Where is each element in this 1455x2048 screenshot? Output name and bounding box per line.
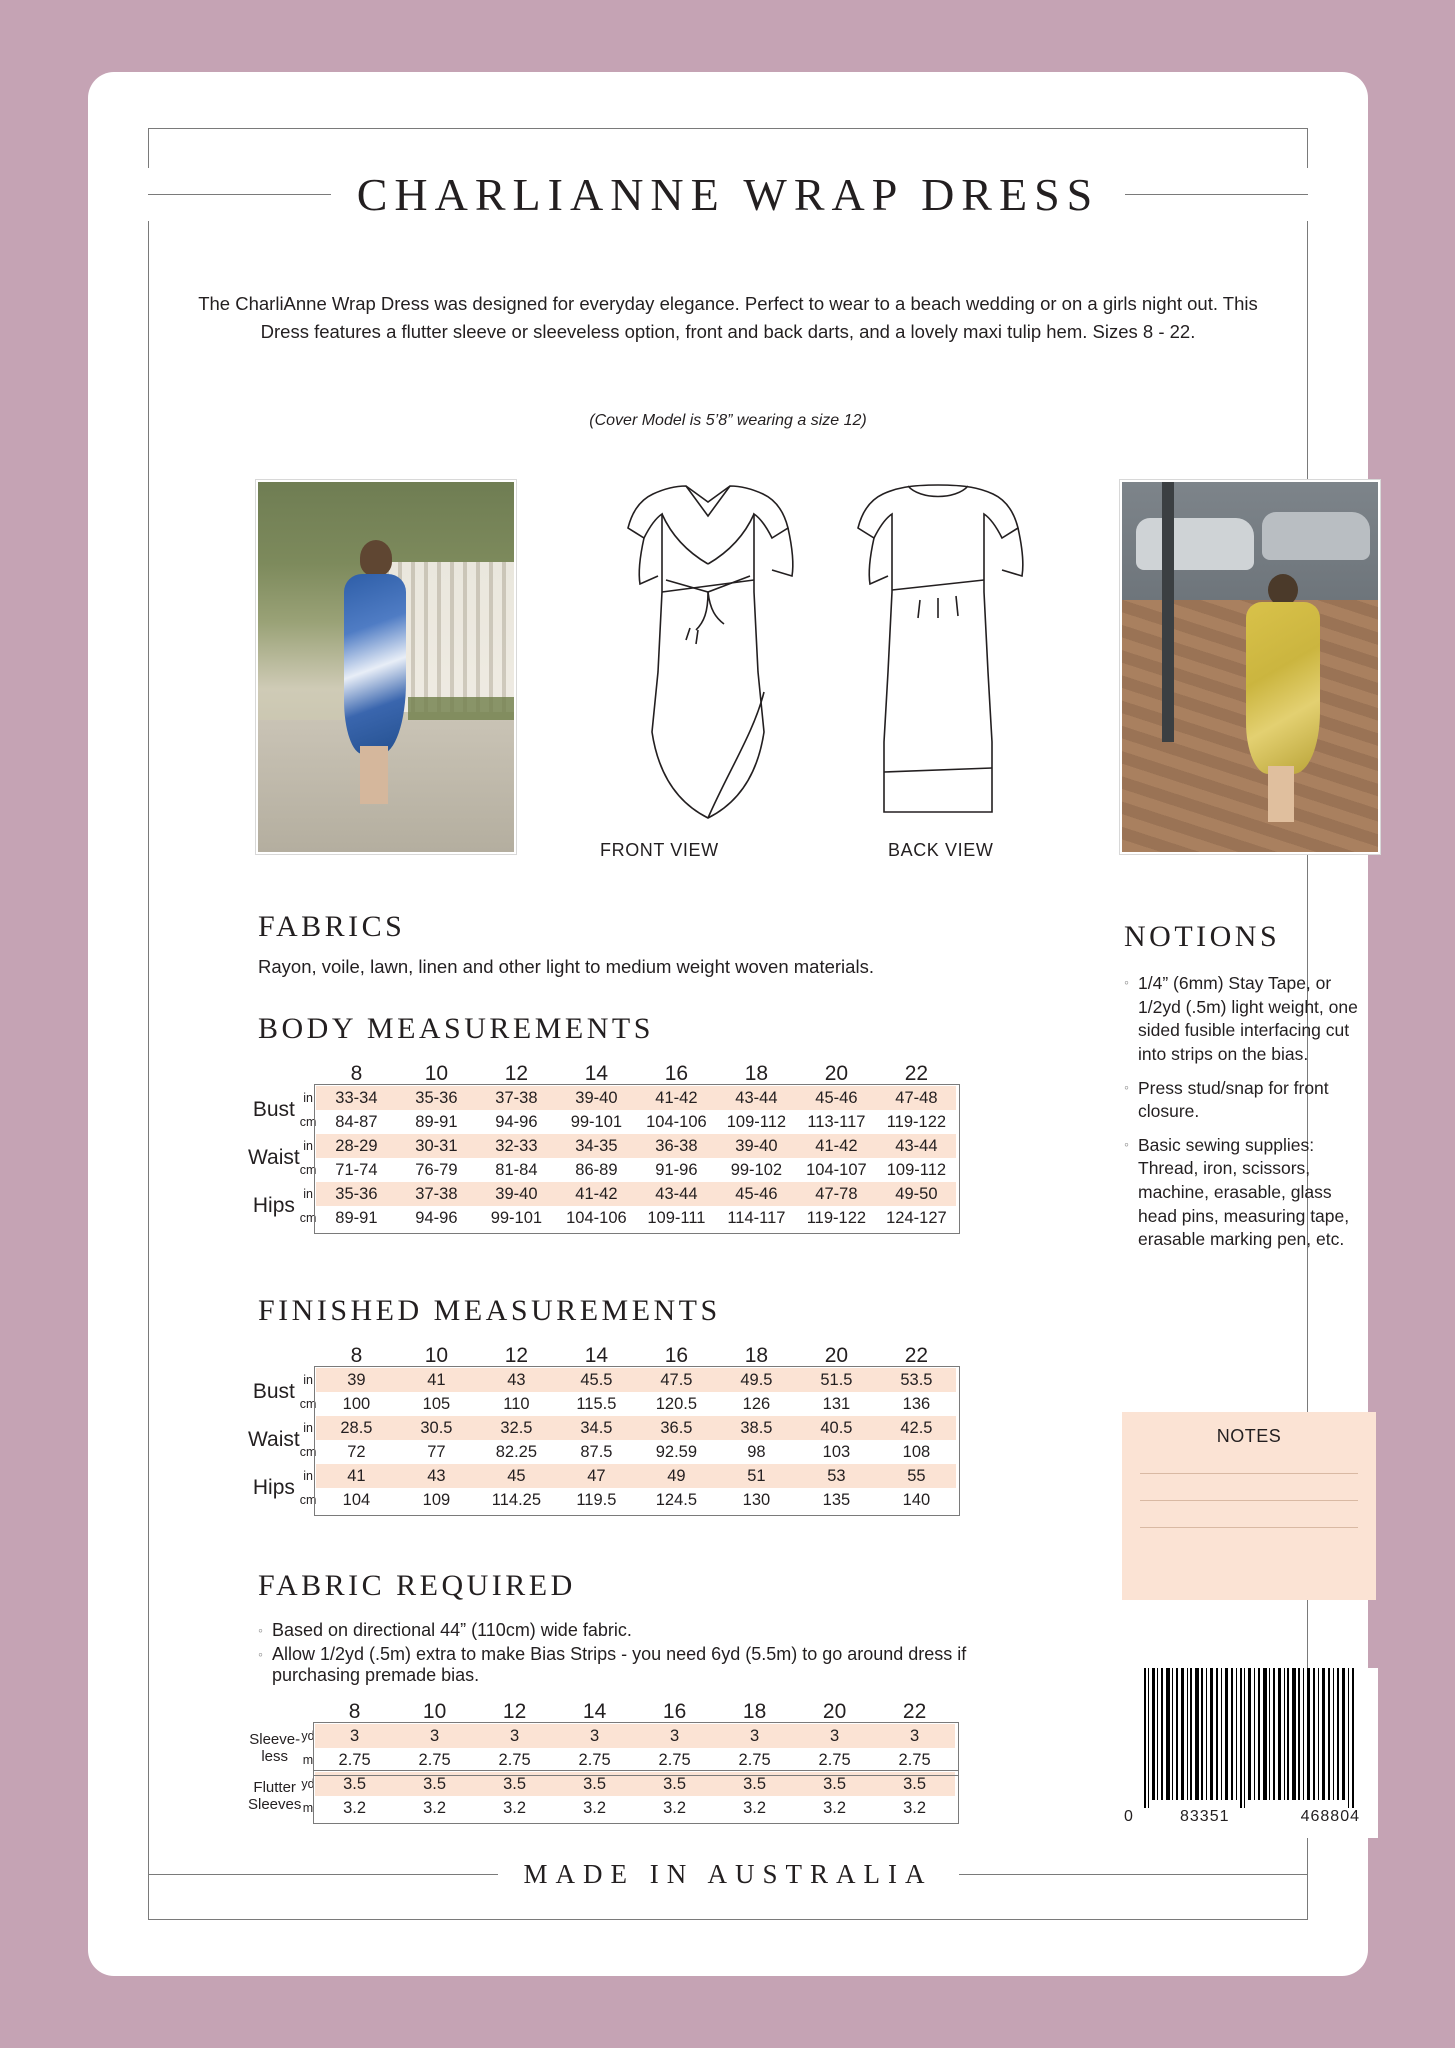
unit-label: in	[303, 1091, 313, 1105]
table-cell: 41-42	[636, 1086, 716, 1110]
barcode	[1122, 1668, 1378, 1838]
fabric-required-notes	[258, 1620, 1018, 1688]
notes-line	[1140, 1500, 1358, 1501]
corner-unit-cell	[300, 1062, 317, 1086]
table-cell: 55	[876, 1464, 956, 1488]
row-label: Sleeve- less	[249, 1730, 301, 1765]
bullet-icon: ◦	[1124, 1078, 1129, 1095]
fabrics-heading: FABRICS	[258, 910, 406, 943]
table-cell: 92.59	[655, 1442, 698, 1461]
table-cell: 49-50	[876, 1182, 956, 1206]
bullet-icon: ◦	[258, 1622, 263, 1638]
table-row	[248, 1182, 956, 1206]
table-cell: 3.2	[343, 1798, 367, 1817]
size-header: 18	[744, 1062, 769, 1085]
size-header: 8	[350, 1062, 363, 1085]
bullet-icon: ◦	[1124, 974, 1129, 990]
table-cell: 113-117	[807, 1112, 866, 1131]
table-cell: 130	[742, 1490, 771, 1509]
table-cell: 2.75	[738, 1750, 771, 1769]
table-row	[248, 1748, 955, 1772]
size-header: 20	[822, 1700, 847, 1723]
size-header: 8	[348, 1700, 361, 1723]
table-cell: 32.5	[476, 1416, 556, 1440]
table-cell: 35-36	[316, 1182, 396, 1206]
table-header-row	[248, 1062, 956, 1086]
table-cell: 3.2	[503, 1798, 527, 1817]
unit-label: in	[303, 1139, 313, 1153]
table-cell: 47	[556, 1464, 636, 1488]
table-header-row	[248, 1344, 956, 1368]
table-cell: 37-38	[396, 1182, 476, 1206]
table-cell: 115.5	[576, 1394, 617, 1413]
table-cell: 82.25	[495, 1442, 538, 1461]
table-cell: 99-101	[490, 1208, 543, 1227]
table-cell: 94-96	[495, 1112, 538, 1131]
table-cell: 3	[395, 1724, 475, 1748]
table-row	[248, 1086, 956, 1110]
row-label: Flutter Sleeves	[248, 1778, 302, 1813]
table-cell: 71-74	[335, 1160, 378, 1179]
table-cell: 41	[316, 1464, 396, 1488]
table-cell: 72	[347, 1442, 366, 1461]
photo-back-model	[1120, 480, 1380, 854]
table-cell: 2.75	[898, 1750, 931, 1769]
table-cell: 3.5	[635, 1772, 715, 1796]
table-cell: 47-48	[876, 1086, 956, 1110]
unit-label: cm	[299, 1211, 317, 1225]
row-label: Bust	[252, 1098, 295, 1121]
table-cell: 119-122	[886, 1112, 947, 1131]
table-cell: 3	[635, 1724, 715, 1748]
table-cell: 49	[636, 1464, 716, 1488]
table-cell: 3	[875, 1724, 955, 1748]
front-view-label: FRONT VIEW	[600, 840, 719, 860]
table-row	[248, 1110, 956, 1134]
table-cell: 87.5	[580, 1442, 613, 1461]
table-cell: 108	[902, 1442, 931, 1461]
unit-label: in	[303, 1421, 313, 1435]
table-cell: 109	[422, 1490, 451, 1509]
table-row	[248, 1134, 956, 1158]
unit-label: cm	[299, 1445, 317, 1459]
table-cell: 81-84	[495, 1160, 538, 1179]
table-cell: 114-117	[727, 1208, 786, 1227]
corner-cell	[248, 1344, 300, 1368]
fabric-required-table	[248, 1700, 955, 1820]
table-cell: 39-40	[716, 1134, 796, 1158]
table-cell: 28.5	[316, 1416, 396, 1440]
table-cell: 3.5	[715, 1772, 795, 1796]
size-header: 12	[504, 1062, 529, 1085]
table-cell: 136	[902, 1394, 931, 1413]
notes-box[interactable]	[1122, 1412, 1376, 1600]
size-header: 14	[582, 1700, 607, 1723]
table-cell: 104-107	[806, 1160, 867, 1179]
size-header: 14	[584, 1344, 609, 1367]
pattern-envelope-back	[88, 72, 1368, 1976]
fabric-note-2: Allow 1/2yd (.5m) extra to make Bias Strips - you need 6yd (5.5m) to go around dress if purchasing premade bias.	[272, 1643, 967, 1685]
table-cell: 40.5	[796, 1416, 876, 1440]
size-header: 8	[350, 1344, 363, 1367]
table-cell: 94-96	[415, 1208, 458, 1227]
table-cell: 45-46	[716, 1182, 796, 1206]
table-cell: 41-42	[796, 1134, 876, 1158]
unit-label: cm	[299, 1163, 317, 1177]
size-header: 22	[904, 1062, 929, 1085]
notions-list	[1124, 972, 1374, 1262]
notion-item: Basic sewing supplies: Thread, iron, scissors, machine, erasable, glass head pins, measuring tape, erasable marking pen, etc.	[1138, 1134, 1350, 1250]
size-header: 18	[744, 1344, 769, 1367]
table-cell: 3	[315, 1724, 395, 1748]
table-cell: 120.5	[655, 1394, 698, 1413]
table-cell: 89-91	[415, 1112, 458, 1131]
size-header: 20	[824, 1344, 849, 1367]
finished-measurements-heading: FINISHED MEASUREMENTS	[258, 1294, 721, 1327]
fabric-note-1: Based on directional 44” (110cm) wide fabric.	[272, 1620, 632, 1640]
table-cell: 43	[396, 1464, 476, 1488]
table-cell: 99-102	[730, 1160, 783, 1179]
table-cell: 2.75	[818, 1750, 851, 1769]
intro-text: The CharliAnne Wrap Dress was designed for everyday elegance. Perfect to wear to a beach wedding or on a girls night out. This Dress features a flutter sleeve or sleeveless option, front and back darts, and a lovely maxi tulip hem. Sizes 8 - 22.	[198, 293, 1258, 342]
table-row	[248, 1796, 955, 1820]
title-block	[148, 168, 1308, 221]
table-cell: 3.5	[555, 1772, 635, 1796]
table-row	[248, 1206, 956, 1230]
table-cell: 103	[822, 1442, 851, 1461]
cover-model-note: (Cover Model is 5’8” wearing a size 12)	[589, 412, 867, 429]
size-header: 22	[904, 1344, 929, 1367]
table-cell: 86-89	[575, 1160, 618, 1179]
table-cell: 49.5	[716, 1368, 796, 1392]
table-cell: 105	[422, 1394, 451, 1413]
table-cell: 140	[902, 1490, 931, 1509]
table-cell: 114.25	[491, 1490, 542, 1509]
table-cell: 39-40	[476, 1182, 556, 1206]
table-cell: 2.75	[658, 1750, 691, 1769]
bullet-icon: ◦	[1124, 1135, 1129, 1152]
footer-rule-left	[148, 1874, 498, 1875]
size-header: 10	[424, 1062, 449, 1085]
table-cell: 84-87	[335, 1112, 378, 1131]
unit-label: in	[303, 1187, 313, 1201]
table-cell: 2.75	[498, 1750, 531, 1769]
table-cell: 3.5	[395, 1772, 475, 1796]
table-cell: 119.5	[576, 1490, 617, 1509]
body-measurements-heading: BODY MEASUREMENTS	[258, 1012, 654, 1045]
body-measurements-table	[248, 1062, 956, 1230]
size-header: 14	[584, 1062, 609, 1085]
table-cell: 109-112	[726, 1112, 787, 1131]
unit-label: yd	[301, 1729, 315, 1743]
table-cell: 124.5	[655, 1490, 698, 1509]
title-rule-right	[1125, 194, 1308, 195]
table-cell: 3.2	[823, 1798, 847, 1817]
table-cell: 3.5	[475, 1772, 555, 1796]
corner-cell	[248, 1062, 300, 1086]
table-cell: 3.5	[875, 1772, 955, 1796]
table-cell: 30.5	[396, 1416, 476, 1440]
row-label: Bust	[252, 1380, 295, 1403]
size-header: 22	[902, 1700, 927, 1723]
table-cell: 3	[555, 1724, 635, 1748]
table-cell: 89-91	[335, 1208, 378, 1227]
unit-label: yd	[301, 1777, 315, 1791]
barcode-left-digit: 0	[1124, 1808, 1134, 1825]
size-header: 18	[742, 1700, 767, 1723]
footer-rule-right	[959, 1874, 1309, 1875]
row-label: Hips	[252, 1194, 295, 1217]
table-cell: 3.2	[663, 1798, 687, 1817]
fabric-required-heading: FABRIC REQUIRED	[258, 1569, 576, 1602]
footer-block	[148, 1859, 1308, 1890]
barcode-right-digits: 468804	[1300, 1808, 1360, 1825]
table-cell: 109-112	[886, 1160, 947, 1179]
size-header: 12	[504, 1344, 529, 1367]
table-cell: 98	[747, 1442, 766, 1461]
back-view-label: BACK VIEW	[888, 840, 994, 860]
table-cell: 43-44	[716, 1086, 796, 1110]
table-row	[248, 1368, 956, 1392]
unit-label: m	[302, 1801, 314, 1815]
barcode-mid-digits: 83351	[1180, 1808, 1230, 1825]
table-cell: 39-40	[556, 1086, 636, 1110]
table-cell: 91-96	[655, 1160, 698, 1179]
table-cell: 39	[316, 1368, 396, 1392]
fabrics-text: Rayon, voile, lawn, linen and other light to medium weight woven materials.	[258, 956, 874, 977]
page-title: CHARLIANNE WRAP DRESS	[331, 168, 1126, 221]
table-cell: 3	[715, 1724, 795, 1748]
table-cell: 104-106	[646, 1112, 707, 1131]
table-row	[248, 1488, 956, 1512]
table-cell: 3.2	[743, 1798, 767, 1817]
table-cell: 45	[476, 1464, 556, 1488]
row-label: Waist	[248, 1146, 300, 1169]
row-label: Hips	[252, 1476, 295, 1499]
table-cell: 104-106	[566, 1208, 627, 1227]
back-view-drawing	[858, 485, 1023, 812]
table-cell: 3.5	[795, 1772, 875, 1796]
table-cell: 37-38	[476, 1086, 556, 1110]
technical-line-drawings	[558, 472, 1088, 872]
table-cell: 30-31	[396, 1134, 476, 1158]
table-cell: 77	[427, 1442, 446, 1461]
title-rule-left	[148, 194, 331, 195]
table-cell: 33-34	[316, 1086, 396, 1110]
table-cell: 38.5	[716, 1416, 796, 1440]
table-cell: 45-46	[796, 1086, 876, 1110]
front-view-drawing	[628, 486, 793, 818]
unit-label: in	[303, 1469, 313, 1483]
table-cell: 47.5	[636, 1368, 716, 1392]
table-cell: 110	[503, 1394, 530, 1413]
table-row	[248, 1724, 955, 1748]
barcode-bars	[1144, 1668, 1358, 1808]
table-cell: 34.5	[556, 1416, 636, 1440]
table-cell: 34-35	[556, 1134, 636, 1158]
table-cell: 109-111	[647, 1208, 706, 1227]
table-cell: 124-127	[886, 1208, 947, 1227]
bullet-icon: ◦	[258, 1645, 263, 1662]
table-cell: 45.5	[556, 1368, 636, 1392]
table-cell: 126	[742, 1394, 771, 1413]
table-cell: 36-38	[636, 1134, 716, 1158]
table-row	[248, 1464, 956, 1488]
table-cell: 131	[822, 1394, 851, 1413]
table-cell: 3.5	[315, 1772, 395, 1796]
table-row	[248, 1440, 956, 1464]
table-cell: 2.75	[578, 1750, 611, 1769]
unit-label: cm	[299, 1397, 317, 1411]
notion-item: 1/4” (6mm) Stay Tape, or 1/2yd (.5m) light weight, one sided fusible interfacing cut into strips on the bias.	[1138, 973, 1358, 1064]
size-header: 16	[664, 1344, 689, 1367]
table-row	[248, 1158, 956, 1182]
unit-label: cm	[299, 1493, 317, 1507]
unit-label: m	[302, 1753, 314, 1767]
table-row	[248, 1416, 956, 1440]
table-cell: 76-79	[415, 1160, 458, 1179]
footer-text: MADE IN AUSTRALIA	[498, 1859, 959, 1890]
size-header: 16	[662, 1700, 687, 1723]
table-cell: 3	[795, 1724, 875, 1748]
table-cell: 3	[475, 1724, 555, 1748]
table-cell: 53	[796, 1464, 876, 1488]
notion-item: Press stud/snap for front closure.	[1138, 1077, 1329, 1122]
table-cell: 32-33	[476, 1134, 556, 1158]
table-row	[248, 1392, 956, 1416]
corner-unit-cell	[300, 1344, 317, 1368]
size-header: 10	[424, 1344, 449, 1367]
table-cell: 3.2	[423, 1798, 447, 1817]
notes-line	[1140, 1527, 1358, 1528]
table-cell: 99-101	[570, 1112, 623, 1131]
finished-measurements-table	[248, 1344, 956, 1512]
size-header: 16	[664, 1062, 689, 1085]
table-cell: 53.5	[876, 1368, 956, 1392]
table-cell: 43	[476, 1368, 556, 1392]
corner-unit-cell	[301, 1700, 314, 1724]
table-cell: 43-44	[636, 1182, 716, 1206]
table-cell: 47-78	[796, 1182, 876, 1206]
corner-cell	[248, 1700, 301, 1724]
unit-label: in	[303, 1373, 313, 1387]
table-cell: 3.2	[583, 1798, 607, 1817]
table-cell: 41	[396, 1368, 476, 1392]
table-cell: 42.5	[876, 1416, 956, 1440]
notes-title: NOTES	[1216, 1426, 1282, 1446]
table-cell: 104	[342, 1490, 371, 1509]
size-header: 10	[422, 1700, 447, 1723]
table-cell: 3.2	[903, 1798, 927, 1817]
notions-heading: NOTIONS	[1124, 920, 1281, 953]
table-cell: 100	[342, 1394, 371, 1413]
size-header: 20	[824, 1062, 849, 1085]
notes-line	[1140, 1473, 1358, 1474]
size-header: 12	[502, 1700, 527, 1723]
table-cell: 51	[716, 1464, 796, 1488]
table-cell: 119-122	[806, 1208, 867, 1227]
table-cell: 51.5	[796, 1368, 876, 1392]
table-cell: 36.5	[636, 1416, 716, 1440]
table-cell: 41-42	[556, 1182, 636, 1206]
table-cell: 43-44	[876, 1134, 956, 1158]
row-label: Waist	[248, 1428, 300, 1451]
unit-label: cm	[299, 1115, 317, 1129]
table-cell: 2.75	[418, 1750, 451, 1769]
table-row	[248, 1772, 955, 1796]
table-cell: 2.75	[338, 1750, 371, 1769]
table-cell: 135	[822, 1490, 851, 1509]
photo-front-model	[256, 480, 516, 854]
table-header-row	[248, 1700, 955, 1724]
table-cell: 35-36	[396, 1086, 476, 1110]
table-cell: 28-29	[316, 1134, 396, 1158]
